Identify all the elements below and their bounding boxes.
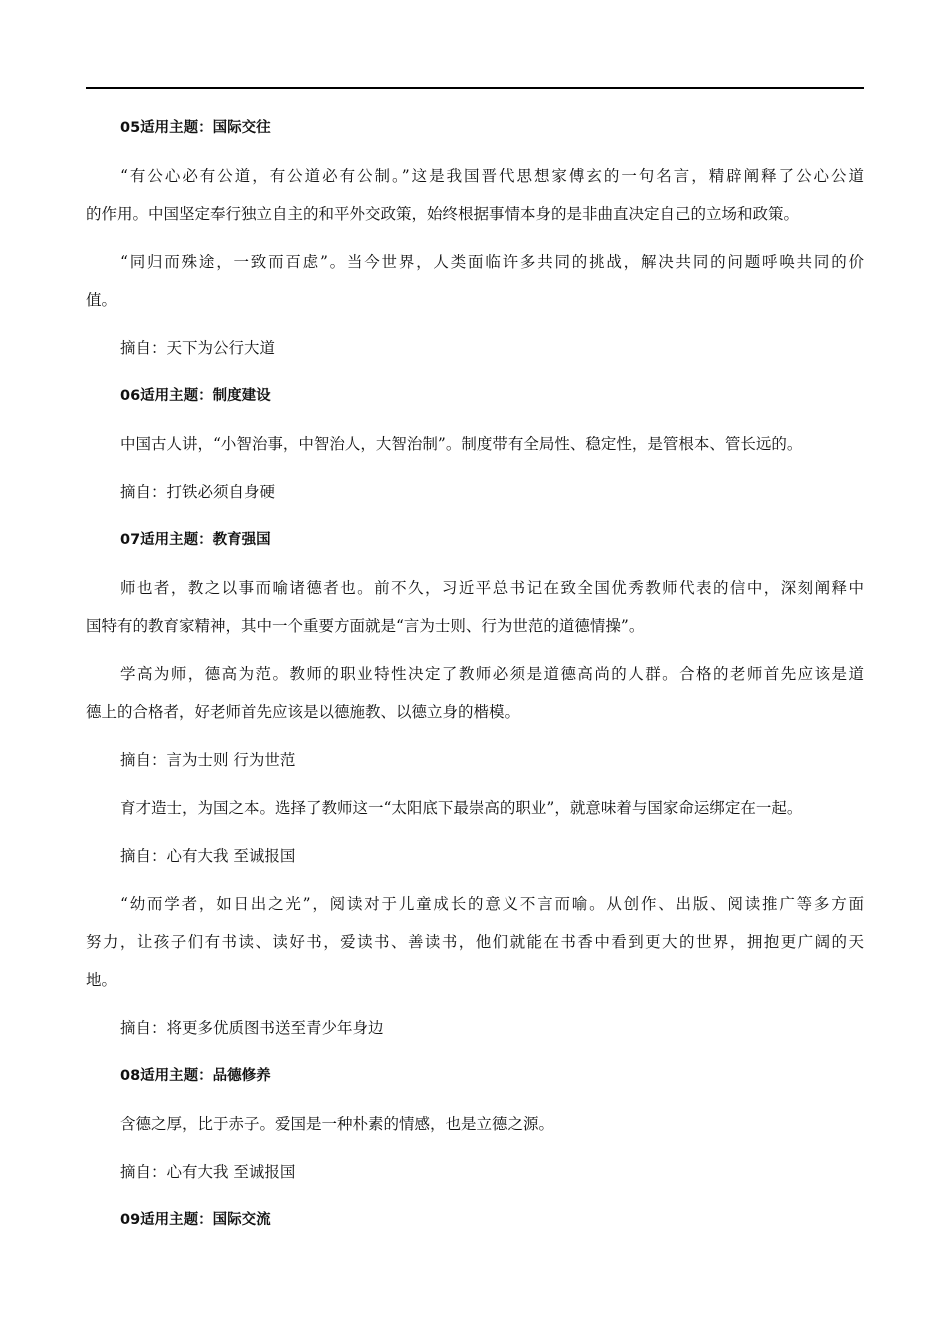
paragraph-line: 值。 xyxy=(86,291,118,309)
paragraph-line: “有公心必有公道，有公道必有公制。”这是我国晋代思想家傅玄的一句名言，精辟阐释了公心公道 xyxy=(120,167,864,185)
source-line: 摘自：言为士则 行为世范 xyxy=(120,751,296,769)
source-line: 摘自：心有大我 至诚报国 xyxy=(120,847,296,865)
source-line: 摘自：天下为公行大道 xyxy=(120,339,276,357)
section-heading: 06适用主题：制度建设 xyxy=(120,388,271,404)
section-heading: 07适用主题：教育强国 xyxy=(120,532,271,548)
paragraph-line: “同归而殊途，一致而百虑”。当今世界，人类面临许多共同的挑战，解决共同的问题呼唤共同的价 xyxy=(120,253,864,271)
section-heading: 08适用主题：品德修养 xyxy=(120,1068,271,1084)
paragraph-line: 中国古人讲，“小智治事，中智治人，大智治制”。制度带有全局性、稳定性，是管根本、管长远的。 xyxy=(120,435,803,453)
paragraph-line: 的作用。中国坚定奉行独立自主的和平外交政策，始终根据事情本身的是非曲直决定自己的立场和政策。 xyxy=(86,205,800,223)
paragraph-line: 德上的合格者，好老师首先应该是以德施教、以德立身的楷模。 xyxy=(86,703,521,721)
paragraph-line: 师也者，教之以事而喻诸德者也。前不久，习近平总书记在致全国优秀教师代表的信中，深刻阐释中 xyxy=(120,579,864,597)
section-heading: 05适用主题：国际交往 xyxy=(120,120,271,136)
paragraph-line: 努力，让孩子们有书读、读好书，爱读书、善读书，他们就能在书香中看到更大的世界，拥抱更广阔的天 xyxy=(86,933,864,951)
paragraph-line: 学高为师，德高为范。教师的职业特性决定了教师必须是道德高尚的人群。合格的老师首先应该是道 xyxy=(120,665,864,683)
paragraph-line: 地。 xyxy=(86,971,118,989)
source-line: 摘自：将更多优质图书送至青少年身边 xyxy=(120,1019,384,1037)
paragraph-line: “幼而学者，如日出之光”，阅读对于儿童成长的意义不言而喻。从创作、出版、阅读推广等多方面 xyxy=(120,895,864,913)
source-line: 摘自：打铁必须自身硬 xyxy=(120,483,276,501)
paragraph-line: 国特有的教育家精神，其中一个重要方面就是“言为士则、行为世范的道德情操”。 xyxy=(86,617,645,635)
section-heading: 09适用主题：国际交流 xyxy=(120,1212,271,1228)
paragraph-line: 育才造士，为国之本。选择了教师这一“太阳底下最崇高的职业”，就意味着与国家命运绑定在一起。 xyxy=(120,799,803,817)
paragraph-line: 含德之厚，比于赤子。爱国是一种朴素的情感，也是立德之源。 xyxy=(120,1115,555,1133)
header-rule xyxy=(86,87,864,89)
source-line: 摘自：心有大我 至诚报国 xyxy=(120,1163,296,1181)
